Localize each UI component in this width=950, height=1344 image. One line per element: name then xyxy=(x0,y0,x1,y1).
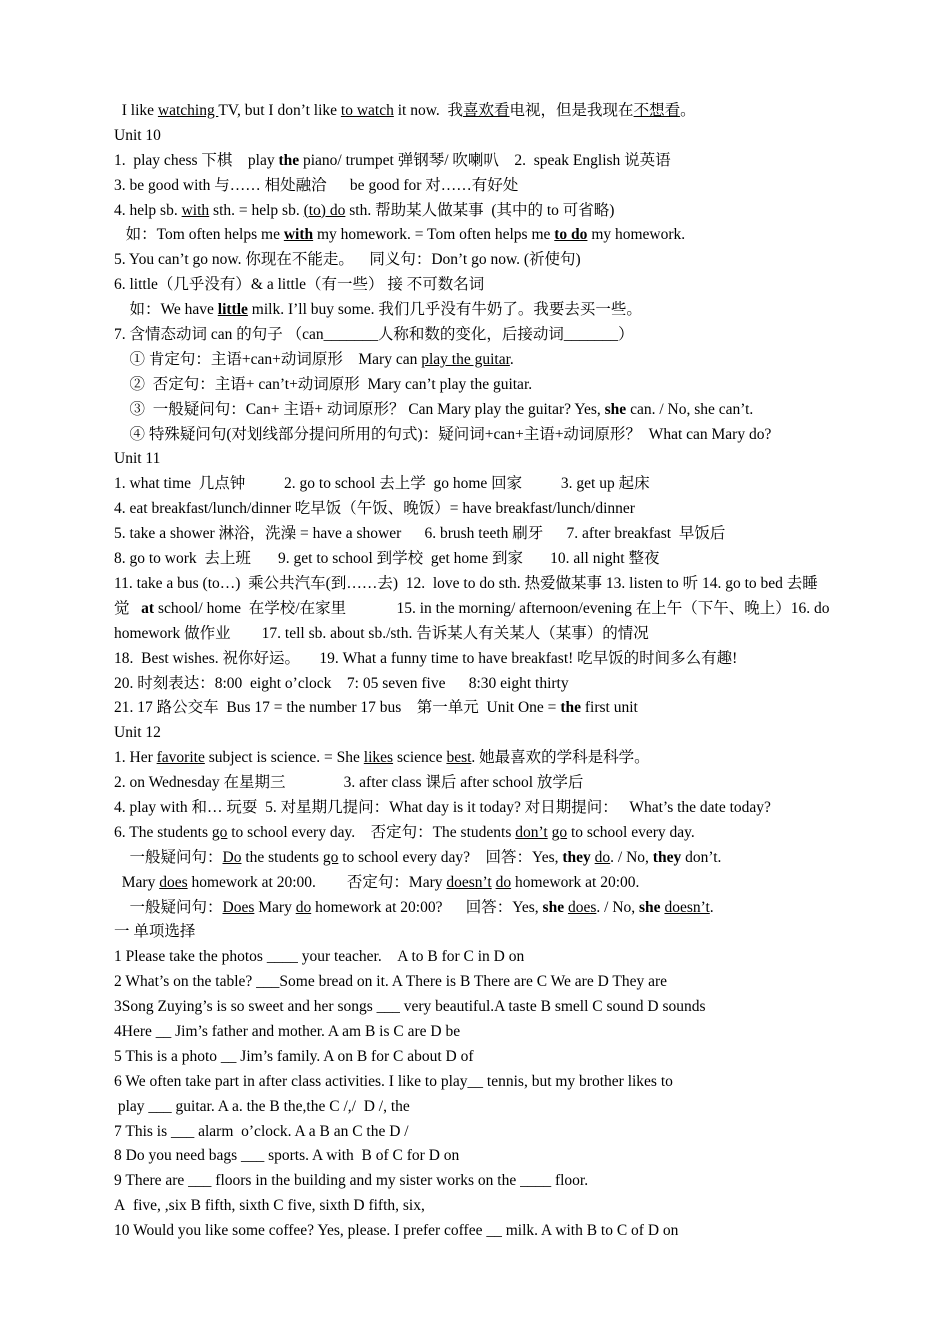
text-run: my homework. = Tom often helps me xyxy=(313,226,555,244)
text-line xyxy=(114,572,854,647)
text-run: 8 Do you need bags ___ sports. A with B of C for D on xyxy=(114,1147,460,1165)
text-run: first unit xyxy=(580,699,638,717)
underlined-text: with xyxy=(283,226,314,244)
bold-text: at xyxy=(141,599,155,617)
underlined-text: to do xyxy=(554,226,588,244)
text-run: 。 xyxy=(680,102,696,119)
text-run: 1. what time 几点钟 2. go to school 去上学 go home 回家 3. get up 起床 xyxy=(114,475,650,493)
text-run: ② 否定句：主语+ can’t+动词原形 Mary can’t play the guitar. xyxy=(114,375,533,393)
text-line xyxy=(114,373,854,398)
document-body xyxy=(114,99,854,1244)
text-run: to school every day? 回答：Yes, xyxy=(338,848,563,866)
text-run: 一般疑问句： xyxy=(114,898,223,916)
text-run: 4. help sb. xyxy=(114,201,182,219)
underlined-text: do xyxy=(295,898,312,916)
text-run: piano/ trumpet 弹钢琴/ 吹喇叭 2. speak English 说英语 xyxy=(299,151,671,169)
underlined-text: (to) do xyxy=(303,201,346,219)
text-run: 4. eat breakfast/lunch/dinner 吃早饭（午饭、晚饭）= have breakfast/lunch/dinner xyxy=(114,500,635,518)
text-run: ③ 一般疑问句：Can+ 主语+ 动词原形？ Can Mary play the guitar? Yes, xyxy=(114,400,605,418)
text-run: 7. 含情态动词 can 的句子 （can_______人称和数的变化，后接动词_______） xyxy=(114,326,634,344)
underlined-text: don’t xyxy=(515,823,548,841)
text-run: 11. take a bus (to…) 乘公共汽车(到……去) 12. love to do sth. 热爱做某事 13. listen to 听 14. go to bed 去睡觉 xyxy=(114,574,818,617)
text-line xyxy=(114,298,854,323)
text-run: subject is science. = She xyxy=(204,749,364,767)
text-run: 1 Please take the photos ____ your teacher. A to B for C in D on xyxy=(114,948,525,966)
text-run: play ___ guitar. A a. the B the,the C /,/ D /, the xyxy=(114,1097,410,1115)
text-run: 1. Her xyxy=(114,749,157,767)
text-run: Unit 12 xyxy=(114,724,161,742)
underlined-text: go xyxy=(322,848,339,866)
text-line xyxy=(114,149,854,174)
text-line xyxy=(114,1070,854,1095)
text-run: . 她最喜欢的学科是科学。 xyxy=(471,749,650,767)
underlined-text: with xyxy=(181,201,210,219)
text-line xyxy=(114,273,854,298)
text-run: 一般疑问句： xyxy=(114,848,223,866)
text-run: 21. 17 路公交车 Bus 17 = the number 17 bus 第一单元 Unit One = xyxy=(114,699,561,717)
text-run: 4. play with 和… 玩耍 5. 对星期几提问：What day is it today? 对日期提问： What’s the date today? xyxy=(114,798,771,816)
bold-text: she xyxy=(542,898,565,916)
text-run: 如：We have xyxy=(114,301,218,319)
text-line xyxy=(114,945,854,970)
bold-text: the xyxy=(560,699,581,717)
text-run: ④ 特殊疑问句(对划线部分提问所用的句式)：疑问词+can+主语+动词原形？ What can Mary do? xyxy=(114,425,772,443)
underlined-text: does xyxy=(159,873,188,891)
underlined-text: go xyxy=(551,823,568,841)
underlined-text: 喜欢看 xyxy=(463,102,510,119)
text-run: sth. 帮助某人做某事 (其中的 to 可省略) xyxy=(345,201,615,219)
text-line xyxy=(114,522,854,547)
text-run: Mary xyxy=(254,898,296,916)
text-line xyxy=(114,771,854,796)
underlined-text: 不想看 xyxy=(633,102,681,119)
text-run: Unit 10 xyxy=(114,126,161,144)
text-run: it now. 我 xyxy=(393,102,464,119)
underlined-text: doesn’t xyxy=(446,873,492,891)
text-line xyxy=(114,1020,854,1045)
text-run: TV, but I don’t like xyxy=(218,102,341,119)
text-line xyxy=(114,672,854,697)
text-line xyxy=(114,1095,854,1120)
text-line xyxy=(114,1120,854,1145)
text-run: 6 We often take part in after class activities. I like to play__ tennis, but my brother likes to xyxy=(114,1072,673,1090)
text-run: don’t. xyxy=(681,848,722,866)
text-line xyxy=(114,323,854,348)
text-run: can. / No, she can’t. xyxy=(626,400,754,418)
text-line xyxy=(114,497,854,522)
text-run: to school every day. 否定句：The students xyxy=(227,823,516,841)
text-line xyxy=(114,1194,854,1219)
text-line xyxy=(114,423,854,448)
text-run: homework at 20:00. xyxy=(511,873,640,891)
text-run: 一 单项选择 xyxy=(114,923,196,941)
underlined-text: play the guitar xyxy=(421,350,510,368)
text-line xyxy=(114,199,854,224)
text-run: school/ home 在学校/在家里 15. in the morning/ afternoon/evening 在上午（下午、晚上）16. do homework 做作业 17. tell sb. about sb./sth. 告诉某人有关某人（某事）的情况 xyxy=(114,599,830,642)
text-run: sth. = help sb. xyxy=(209,201,304,219)
text-line xyxy=(114,796,854,821)
text-run: ① 肯定句：主语+can+动词原形 Mary can xyxy=(114,350,422,368)
text-line xyxy=(114,1169,854,1194)
text-line xyxy=(114,1144,854,1169)
text-run: 2 What’s on the table? ___Some bread on it. A There is B There are C We are D They are xyxy=(114,973,668,991)
text-run: 电视，但是我现在 xyxy=(509,102,634,119)
underlined-text: doesn’t xyxy=(664,898,710,916)
text-run: homework at 20:00. 否定句：Mary xyxy=(187,873,447,891)
text-line xyxy=(114,1219,854,1244)
text-run: 2. on Wednesday 在星期三 3. after class 课后 after school 放学后 xyxy=(114,774,584,792)
underlined-text: does xyxy=(567,898,597,916)
underlined-text: to watch xyxy=(340,102,394,119)
underlined-text: go xyxy=(211,823,228,841)
underlined-text: best xyxy=(446,749,472,767)
text-run: milk. I’ll buy some. 我们几乎没有牛奶了。我要去买一些。 xyxy=(247,301,642,319)
text-run: 3Song Zuying’s is so sweet and her songs ___ very beautiful.A taste B smell C sound D sounds xyxy=(114,998,706,1016)
text-run: I like xyxy=(114,102,158,119)
text-line xyxy=(114,647,854,672)
text-run: 5. take a shower 淋浴，洗澡 = have a shower 6. brush teeth 刷牙 7. after breakfast 早饭后 xyxy=(114,525,726,543)
text-line xyxy=(114,547,854,572)
text-run: 5 This is a photo __ Jim’s family. A on B for C about D of xyxy=(114,1047,474,1065)
text-run: . / No, xyxy=(610,848,653,866)
text-line xyxy=(114,995,854,1020)
text-line xyxy=(114,348,854,373)
text-line xyxy=(114,398,854,423)
text-line xyxy=(114,696,854,721)
text-line xyxy=(114,124,854,149)
text-run: 4Here __ Jim’s father and mother. A am B is C are D be xyxy=(114,1023,461,1040)
text-run: 7 This is ___ alarm o’clock. A a B an C the D / xyxy=(114,1122,409,1140)
bold-text: she xyxy=(604,400,627,418)
text-run: 3. be good with 与…… 相处融洽 be good for 对……有好处 xyxy=(114,176,519,194)
underlined-text: little xyxy=(217,301,248,319)
text-run: A five, ,six B fifth, sixth C five, sixth D fifth, six, xyxy=(114,1197,425,1215)
underlined-text: watching xyxy=(157,102,219,119)
text-run: Mary xyxy=(114,873,160,891)
text-line xyxy=(114,846,854,871)
bold-text: she xyxy=(639,898,661,916)
underlined-text: Do xyxy=(222,848,242,866)
text-run: Unit 11 xyxy=(114,450,161,468)
text-run: science xyxy=(393,749,447,767)
text-line xyxy=(114,821,854,846)
text-run: . xyxy=(709,898,714,916)
text-run: homework at 20:00? 回答：Yes, xyxy=(311,898,543,916)
underlined-text: do xyxy=(495,873,512,891)
text-run: . / No, xyxy=(596,898,640,916)
text-line xyxy=(114,472,854,497)
text-run: 6. little（几乎没有）& a little（有一些） 接 不可数名词 xyxy=(114,276,485,294)
text-line xyxy=(114,99,854,124)
text-run: my homework. xyxy=(587,226,686,244)
text-run: 6. The students xyxy=(114,823,212,841)
underlined-text: likes xyxy=(363,749,394,767)
text-run: 20. 时刻表达：8:00 eight o’clock 7: 05 seven five 8:30 eight thirty xyxy=(114,674,569,692)
text-run: 10 Would you like some coffee? Yes, please. I prefer coffee __ milk. A with B to C of D on xyxy=(114,1222,679,1240)
text-run: 18. Best wishes. 祝你好运。 19. What a funny time to have breakfast! 吃早饭的时间多么有趣! xyxy=(114,649,738,667)
text-run: 9 There are ___ floors in the building and my sister works on the ____ floor. xyxy=(114,1172,589,1190)
text-line xyxy=(114,920,854,945)
text-line xyxy=(114,447,854,472)
text-run: to school every day. xyxy=(567,823,695,841)
underlined-text: Does xyxy=(222,898,255,916)
text-run: 8. go to work 去上班 9. get to school 到学校 get home 到家 10. all night 整夜 xyxy=(114,550,660,568)
text-line xyxy=(114,248,854,273)
bold-text: the xyxy=(278,151,300,169)
text-line xyxy=(114,896,854,921)
underlined-text: do xyxy=(594,848,611,866)
text-run: 如：Tom often helps me xyxy=(114,226,284,244)
bold-text: they xyxy=(652,848,682,866)
text-run: 1. play chess 下棋 play xyxy=(114,151,279,169)
text-run: 5. You can’t go now. 你现在不能走。 同义句：Don’t go now. (祈使句) xyxy=(114,251,581,269)
text-line xyxy=(114,174,854,199)
bold-text: they xyxy=(562,848,591,866)
underlined-text: favorite xyxy=(156,749,205,767)
text-line xyxy=(114,223,854,248)
text-line xyxy=(114,746,854,771)
text-line xyxy=(114,871,854,896)
text-line xyxy=(114,721,854,746)
text-line xyxy=(114,1045,854,1070)
text-line xyxy=(114,970,854,995)
text-run: the students xyxy=(241,848,323,866)
text-run: . xyxy=(509,350,514,368)
